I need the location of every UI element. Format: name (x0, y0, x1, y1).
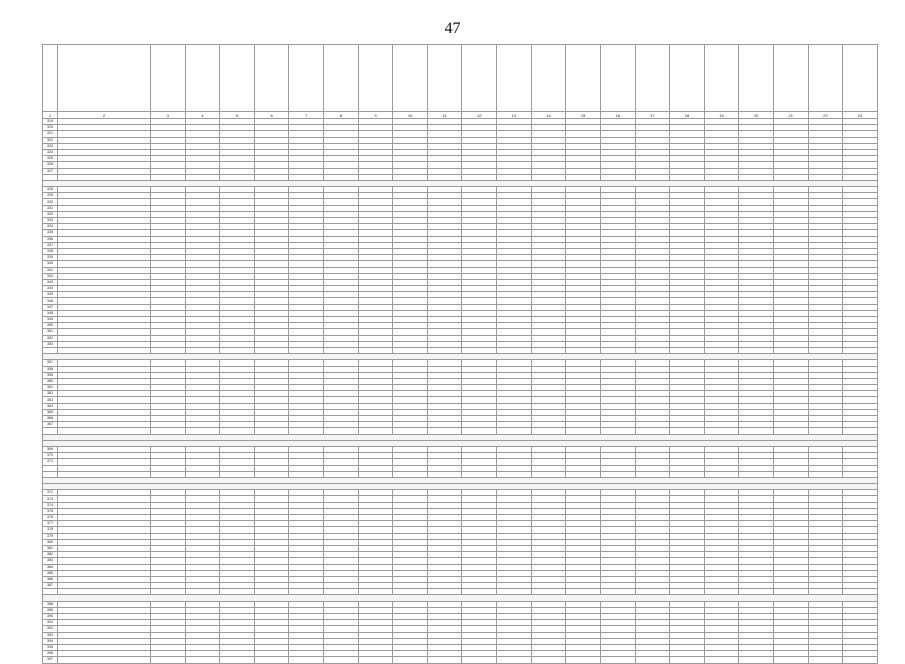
column-index-cell: 9 (358, 112, 393, 119)
row-number-cell: 343 (43, 279, 58, 285)
table-header-row (43, 45, 878, 112)
column-header (289, 45, 324, 112)
table-cell (289, 657, 324, 663)
row-number-cell: 348 (43, 310, 58, 316)
row-number-cell: 374 (43, 502, 58, 508)
row-number-cell: 337 (43, 242, 58, 248)
table-cell (185, 657, 220, 663)
column-index-cell: 16 (600, 112, 635, 119)
table-cell (843, 657, 878, 663)
column-header (635, 45, 670, 112)
page-number: 47 (444, 20, 461, 37)
table-cell (635, 657, 670, 663)
row-number-cell: 363 (43, 397, 58, 403)
column-header (43, 45, 58, 112)
row-number-cell: 387 (43, 583, 58, 589)
row-number-cell: 351 (43, 329, 58, 335)
row-number-cell: 397 (43, 657, 58, 663)
row-number-cell: 332 (43, 211, 58, 217)
column-header (773, 45, 808, 112)
row-number-cell: 370 (43, 453, 58, 459)
row-number-cell: 369 (43, 446, 58, 452)
table-cell (566, 657, 601, 663)
row-number-cell: 364 (43, 403, 58, 409)
row-number-cell: 390 (43, 614, 58, 620)
row-number-cell: 329 (43, 193, 58, 199)
table-cell (497, 657, 532, 663)
column-header (739, 45, 774, 112)
row-number-cell: 392 (43, 626, 58, 632)
column-header (58, 45, 151, 112)
column-index-cell: 7 (289, 112, 324, 119)
row-number-cell: 359 (43, 372, 58, 378)
table-cell (531, 657, 566, 663)
row-number-cell: 371 (43, 459, 58, 465)
table-cell (600, 657, 635, 663)
column-index-row (43, 112, 878, 119)
table-cell (704, 657, 739, 663)
column-index-cell: 17 (635, 112, 670, 119)
column-index-cell: 12 (462, 112, 497, 119)
table-cell (358, 657, 393, 663)
row-number-cell: 347 (43, 304, 58, 310)
column-index-cell: 13 (497, 112, 532, 119)
table-cell (427, 657, 462, 663)
row-number-cell: 376 (43, 515, 58, 521)
column-header (566, 45, 601, 112)
row-number-cell: 385 (43, 570, 58, 576)
row-number-cell: 391 (43, 620, 58, 626)
row-number-cell: 379 (43, 533, 58, 539)
column-header (427, 45, 462, 112)
row-number-cell: 389 (43, 607, 58, 613)
column-index-cell: 19 (704, 112, 739, 119)
row-number-cell: 353 (43, 341, 58, 347)
column-header (393, 45, 428, 112)
column-index-cell: 21 (773, 112, 808, 119)
row-number-cell: 377 (43, 521, 58, 527)
row-number-cell: 345 (43, 292, 58, 298)
column-index-cell: 4 (185, 112, 220, 119)
column-index-cell: 10 (393, 112, 428, 119)
row-number-cell: 344 (43, 286, 58, 292)
row-number-cell: 388 (43, 601, 58, 607)
row-number-cell: 365 (43, 409, 58, 415)
column-header (185, 45, 220, 112)
column-index-cell: 23 (843, 112, 878, 119)
row-number-cell: 339 (43, 255, 58, 261)
column-index-cell: 2 (58, 112, 151, 119)
row-number-cell: 331 (43, 205, 58, 211)
table-cell (58, 657, 151, 663)
row-number-cell: 383 (43, 558, 58, 564)
row-number-cell: 346 (43, 298, 58, 304)
column-header (220, 45, 255, 112)
column-header (670, 45, 705, 112)
table-cell (739, 657, 774, 663)
table-cell (324, 657, 359, 663)
table-cell (670, 657, 705, 663)
table-cell (393, 657, 428, 663)
row-number-cell: 334 (43, 224, 58, 230)
row-number-cell: 324 (43, 149, 58, 155)
column-index-cell: 22 (808, 112, 843, 119)
table-cell (808, 657, 843, 663)
table-cell (462, 657, 497, 663)
row-number-cell: 320 (43, 125, 58, 131)
column-index-cell: 5 (220, 112, 255, 119)
row-number-cell: 393 (43, 632, 58, 638)
column-header (600, 45, 635, 112)
column-header (843, 45, 878, 112)
column-index-cell: 18 (670, 112, 705, 119)
row-number-cell: 382 (43, 552, 58, 558)
row-number-cell: 361 (43, 385, 58, 391)
row-number-cell: 360 (43, 378, 58, 384)
row-number-cell: 396 (43, 651, 58, 657)
row-number-cell: 349 (43, 317, 58, 323)
row-number-cell: 336 (43, 236, 58, 242)
row-number-cell: 322 (43, 137, 58, 143)
row-number-cell: 319 (43, 119, 58, 125)
column-header (531, 45, 566, 112)
column-header (497, 45, 532, 112)
column-index-cell: 6 (254, 112, 289, 119)
column-header (358, 45, 393, 112)
row-number-cell: 367 (43, 422, 58, 428)
row-number-cell: 362 (43, 391, 58, 397)
row-number-cell: 384 (43, 564, 58, 570)
row-number-cell: 327 (43, 168, 58, 174)
column-index-cell: 11 (427, 112, 462, 119)
column-index-cell: 15 (566, 112, 601, 119)
row-number-cell: 330 (43, 199, 58, 205)
data-table (42, 44, 878, 664)
row-number-cell: 386 (43, 576, 58, 582)
column-header (324, 45, 359, 112)
row-number-cell: 333 (43, 218, 58, 224)
row-number-cell: 341 (43, 267, 58, 273)
row-number-cell: 381 (43, 545, 58, 551)
row-number-cell: 395 (43, 644, 58, 650)
row-number-cell: 394 (43, 638, 58, 644)
column-header (254, 45, 289, 112)
row-number-cell: 373 (43, 496, 58, 502)
table-cell (151, 657, 186, 663)
row-number-cell: 350 (43, 323, 58, 329)
table-row (43, 657, 878, 663)
row-number-cell: 375 (43, 508, 58, 514)
row-number-cell: 366 (43, 416, 58, 422)
column-header (808, 45, 843, 112)
row-number-cell: 335 (43, 230, 58, 236)
column-header (704, 45, 739, 112)
row-number-cell: 328 (43, 187, 58, 193)
row-number-cell: 358 (43, 366, 58, 372)
row-number-cell: 357 (43, 360, 58, 366)
table-cell (773, 657, 808, 663)
row-number-cell: 340 (43, 261, 58, 267)
row-number-cell: 323 (43, 143, 58, 149)
row-number-cell: 378 (43, 527, 58, 533)
row-number-cell: 342 (43, 273, 58, 279)
column-index-cell: 20 (739, 112, 774, 119)
table-body (43, 112, 878, 664)
row-number-cell: 352 (43, 335, 58, 341)
row-number-cell: 372 (43, 490, 58, 496)
column-index-cell: 1 (43, 112, 58, 119)
column-index-cell: 8 (324, 112, 359, 119)
row-number-cell: 321 (43, 131, 58, 137)
table-cell (254, 657, 289, 663)
row-number-cell: 338 (43, 248, 58, 254)
column-index-cell: 14 (531, 112, 566, 119)
row-number-cell: 326 (43, 162, 58, 168)
column-header (151, 45, 186, 112)
row-number-cell: 325 (43, 156, 58, 162)
row-number-cell: 380 (43, 539, 58, 545)
column-index-cell: 3 (151, 112, 186, 119)
column-header (462, 45, 497, 112)
table-cell (220, 657, 255, 663)
